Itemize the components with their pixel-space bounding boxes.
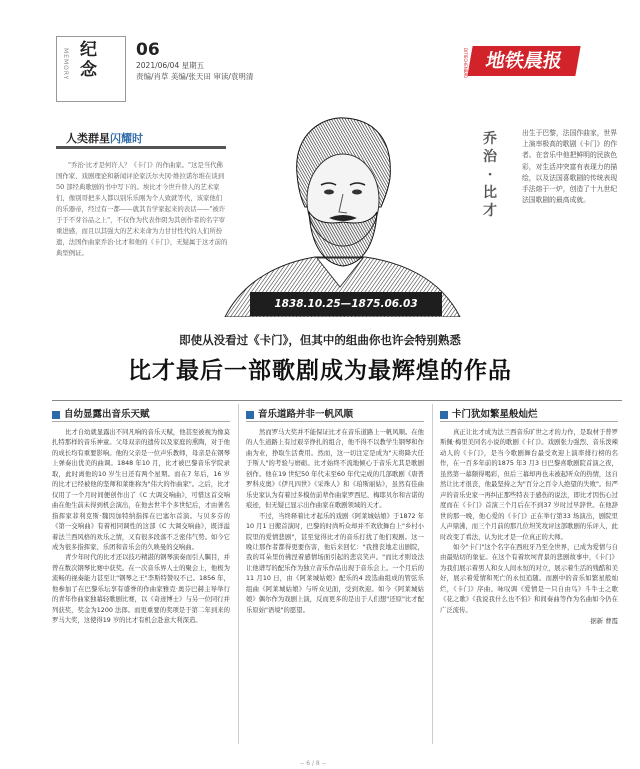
- feature-header: [66, 130, 143, 146]
- article-headline: 比才最后一部歌剧成为最辉煌的作品: [128, 358, 512, 384]
- headline-rule: [52, 400, 622, 401]
- feature-intro: "乔治·比才是何许人？《卡门》的作曲家。"这是当代佛国作家、戏剧理论和新闻评论家沃尔夫冈·维拉诺尔堆在谈到50 部经典歌剧的书中写下的。埃比才今世升替人的艺术家们，像别哥把多人都以别乐乐刚为个人致就等代，该家他们的乐器帝，经过有一都——就其肯学家起来的表话——"被许于于不芽谷品之上"，不仅作为代表作阴为其创作者的名字审重进感，而且以其强大的艺术来命为力甘甘性代的人们所扮遗，法国作曲家乔治·比才和他的《卡门》，无疑属于这才前的典型例证。: [56, 161, 228, 257]
- name-char: 治: [483, 149, 497, 165]
- column-1-rule: [52, 421, 230, 422]
- name-char: 才: [483, 203, 497, 219]
- column-1-title: [52, 406, 150, 420]
- article-subtitle: 即使从没看过《卡门》，但其中的组曲你也许会特别熟悉: [179, 333, 461, 347]
- column-1-title-text: 自幼显露出音乐天赋: [64, 409, 150, 420]
- column-2-body: [246, 428, 424, 616]
- column-2-title-text: 音乐道路并非一帆风顺: [258, 409, 354, 420]
- feature-header-rule: [56, 146, 226, 149]
- column-2-rule: [246, 421, 424, 422]
- composer-portrait: [205, 112, 475, 317]
- column-square-icon: [440, 411, 448, 419]
- column-square-icon: [52, 411, 60, 419]
- column-3-body: [440, 428, 618, 627]
- newspaper-logo: 地铁晨报: [467, 46, 580, 76]
- column-3-paragraph: 真正让比才成为法兰西音乐旷世之才的力作，是取材于普罗斯佩·梅里美同名小说的歌剧《卡门》。戏剧张力强烈、音乐泼辣动人的《卡门》，是当今歌剧舞台最受欢迎上演率排行榜的名作，在一百多年前的1875 年3 月3 日巴黎喜歌剧院首演之夜，虽然第一幕颇得喝彩，但后三幕却再也未被起听众的热情，这自然让比才很丧，他最坚持之为"百分之百令人绝望的失败"。但严声的音乐史家一再纠正那些特表于感伤的说法，即比才因伤心过度而在《卡门》首演三个月后在不到37 岁时过早辞世。在他辞世的那一晚，他心爱的《卡门》正在举行第33 场演出，剧院里人声鼎沸，而三个月前的那几位坦笑攻评这部歌剧的乐评人，此时改变了看法，认为比才是一位真正的大师。: [440, 429, 618, 541]
- section-tag-en: MEMORY: [62, 48, 69, 81]
- page-number: 06: [136, 40, 160, 60]
- column-1-paragraph: 青少年时代的比才还以技巧精湛的钢琴演奏而引人瞩目，并曾在数次钢琴比赛中获奖。在一次音乐界人士的聚会上，他极为流畅的视奏能力甚至让"钢琴之王"李斯特赞叹不已。1856 年，他参加了在巴黎乐坛享有盛誉的作曲家雅克·奥芬巴赫主导举行的青年作曲家独幕轻歌剧比赛，以《奇迹博士》与另一位同行并列获奖，奖金为1200 法郎。而更重要的奖项是于第二年到来的罗马大奖，这使得19 岁的比才有机会赴意大利深造。: [52, 554, 230, 625]
- column-1-paragraph: 比才自幼就显露出不同凡响的音乐天赋，他甚至被视为像莫扎特那样的音乐神童。父母双亲的遗传以及家庭的熏陶，对于他的成长均有重要影响。他的父亲是一位声乐教师，母亲是在钢琴上弹奏出优美的曲调。1848 年10 月，比才被巴黎音乐学院录取，此时离他的10 岁生日还有两个星期。而在7 年后，16 岁的比才已经被他的坚师和莱维称为"伟大的作曲家"。之后，比才仅用了一个月时间便创作出了《C 大调交响曲》，可惜这首交响曲在他生前未得到机会演出，在他去世半个多世纪后，才由著名指挥家菲利克斯·魏因加特纳指挥在巴塞尔首演。与贝多芬的《第一交响曲》有着相同调性的这部《C 大调交响曲》，既洋溢着法兰西风格的欢乐之情，又有很多段落不乏密伟气势。如今它成为很多指挥家、乐团和音乐会的久映曼的交响曲。: [52, 429, 230, 551]
- newspaper-logo-pinyin: DITIECHENBAO: [463, 48, 468, 79]
- column-1-body: [52, 428, 230, 627]
- lifespan-banner: 1838.10.25—1875.06.03: [250, 292, 442, 316]
- name-char: 乔: [483, 131, 497, 147]
- article-signature: 据新 曹霞: [590, 617, 618, 626]
- issue-date: 2021/06/04 星期五: [136, 61, 205, 70]
- section-tag: 纪念: [80, 40, 97, 80]
- feature-header-prefix: 人类群星: [66, 132, 110, 145]
- column-3-title: [440, 406, 538, 420]
- column-square-icon: [246, 411, 254, 419]
- column-divider: [432, 404, 433, 744]
- name-char: ·: [487, 167, 493, 183]
- composer-bio: 出生于巴黎，法国作曲家，世界上演率极高的歌剧《卡门》的作者。在音乐中他把鲜明的民族色彩，对生活冲突富有表现力的描绘，以及法国喜歌剧的传统表现手法熔于一炉，创造了十九世纪法国歌剧的最高成就。: [522, 129, 618, 205]
- column-2-title: [246, 406, 353, 420]
- page-footer-mark: -- 6 / 8 --: [300, 760, 326, 767]
- column-divider: [238, 404, 239, 744]
- column-2-paragraph: 然而罗马大奖并不能保证比才在音乐道路上一帆风顺。在他的人生道路上有过艰辛挣扎的组合，他不得不以教学生钢琴和作曲为业，挣取生活费用。然而，这一切注定是成为"天将降大任于斯人"的考验与磨砺。比才始终不流地倾心于音乐尤其是歌剧创作。他在19 世纪50 年代末至60 年代完成的几部歌剧《唐普罗科皮奥》《伊凡四世》《采珠人》和《珀斯丽姑》，虽然有佳曲乐史家认为有着过多模仿前辈作曲家罗西尼、梅耶贝尔和古诺的痕迹，但无疑已显示出作曲家在歌剧领域的天才。: [246, 429, 424, 510]
- editor-credits: 责编/肖草 美编/张天田 审读/袁明清: [136, 72, 254, 81]
- column-2-paragraph: 不过，当终释着比才起乐的戏剧《阿莱城姑娘》于1872 年10 月1 日搬首演时，巴黎的时尚听众却并不欢欣舞台上"乡村小院里的爱情悲剧"，甚至觉得比才的音乐打扰了他们观剧。这一晚让那作者都得更要伤害，他后来回忆："我搜丧地走出剧院，我的耳朵里仿佛涅着感情场面引起的悲哀笑声。"而比才则设法让他谱写的配乐作为独立音乐作品出现于音乐会上。一个月后的11 月10 日，由《阿莱城姑娘》配乐的4 段选曲组成的管弦乐组曲《阿莱城姑娘》与听众见面，受到欢迎。如今《阿莱城姑娘》偶尔作为戏剧上演，反而更多的是出于人们想"还原"比才配乐原始"语境"的愿望。: [246, 512, 424, 614]
- feature-header-highlight: 闪耀时: [110, 132, 143, 145]
- composer-name-vertical: [482, 130, 498, 220]
- column-3-rule: [440, 421, 618, 422]
- column-3-title-text: 卡门犹如繁星般灿烂: [452, 409, 538, 420]
- name-char: 比: [483, 185, 497, 201]
- column-3-paragraph: 如今"卡门"这个名字在西班牙乃至全世界，已成为爱情与自由最贴切的象征。在这个有着坎坷背景的悲剧故事中，《卡门》为我们展示着男人和女人间永恒的对立，展示着生活的残酷和美好，展示着爱情和死亡的永恒追随。而剧中的音乐如繁星般灿烂，《卡门》序曲、咏叹调《爱情是一只自由鸟》斗牛士之歌《花之歌》《我说我什么也不怕》和间奏曲等作为名曲如今仍在广泛流传。: [440, 543, 618, 614]
